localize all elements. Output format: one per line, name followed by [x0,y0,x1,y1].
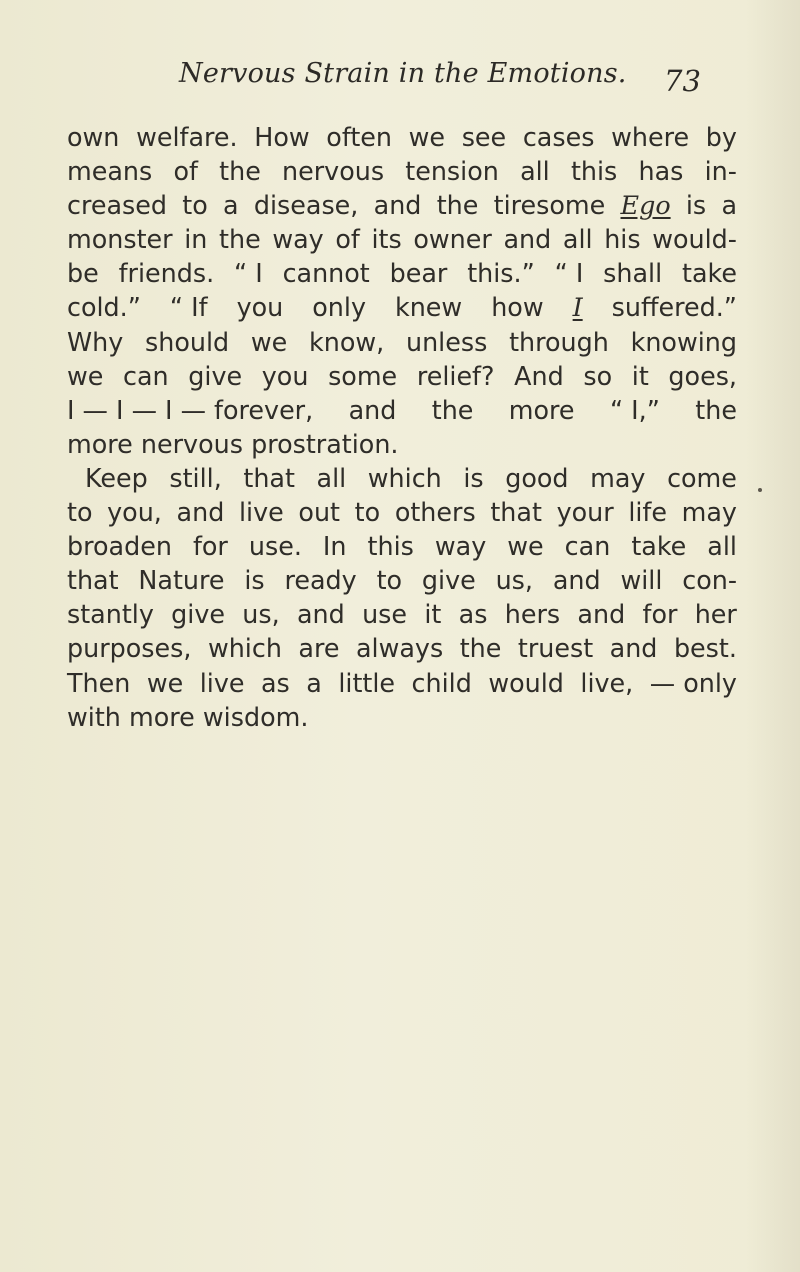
word: the [219,156,261,187]
word: in- [704,156,737,187]
word: often [326,122,392,152]
word: all [316,462,347,493]
text-line [67,529,737,563]
word: all [707,531,737,562]
word: and [176,497,225,528]
word: which [367,462,442,493]
word: as [458,599,488,630]
word: welfare. [136,122,238,152]
word: through [509,326,609,357]
running-head: Nervous Strain in the Emotions. [179,58,627,89]
word: it [424,599,442,630]
word: disease, [253,190,359,221]
word: unless [405,326,488,357]
word: this.” [467,258,535,289]
body-text [67,120,737,734]
word: — only [649,667,737,698]
text-line [67,325,737,359]
word: and [297,599,345,630]
text-line [67,359,737,393]
text-line [67,700,737,734]
word: should [145,326,230,357]
word: a [223,190,239,221]
word: of [335,224,360,255]
word: us, [495,565,533,596]
word: his [604,224,641,255]
word: cold.” [67,292,141,323]
word: the [436,190,479,221]
word: it [631,360,649,391]
word: hers [504,599,561,630]
word: is [244,565,265,596]
word: we [507,531,544,562]
word: to [182,190,208,221]
word: as [260,667,290,698]
word: your [556,497,614,528]
word: come [667,462,737,493]
word: out [298,497,340,528]
word: may [681,497,737,528]
word: is [685,190,707,221]
word: child [411,667,472,698]
word: we [146,667,184,698]
word: Why [67,326,124,357]
word: we [250,326,288,357]
text-line [67,666,737,700]
word: a [306,667,322,698]
word: has [638,156,684,187]
word: Ego [620,190,671,221]
word: good [505,462,569,493]
word: we [408,122,446,152]
page-header [0,58,800,98]
word: owner [413,224,492,255]
word: I [572,292,583,323]
word: in [184,224,208,255]
word: may [590,462,646,493]
text-line [67,222,737,256]
text-line [67,563,737,597]
word: that [243,462,295,493]
word: nervous [140,428,243,459]
word: goes, [668,360,737,391]
word: this [367,531,414,562]
word: tension [405,156,499,187]
word: and [577,599,626,630]
text-line [67,461,737,495]
word: live [238,497,284,528]
word: others [394,497,476,528]
word: purposes, [67,633,192,664]
word: more [67,428,133,459]
word: “ If [169,292,208,323]
word: way [272,224,324,255]
word: “ I [234,258,263,289]
word: can [564,531,611,562]
word: its [371,224,402,255]
word: for [192,531,228,562]
word: way [434,531,487,562]
text-line [67,188,737,222]
word: her [694,599,737,630]
word: so [583,360,613,391]
word: this [570,156,618,187]
text-line [67,495,737,529]
paper-speck [758,488,762,492]
word: use [362,599,408,630]
word: take [631,531,687,562]
text-line [67,154,737,188]
word: the [695,394,737,425]
page-number: 73 [664,64,701,98]
word: is [463,462,484,493]
word: little [338,667,396,698]
word: give [421,565,476,596]
text-line [67,631,737,665]
word: take [682,258,737,289]
word: knowing [630,326,737,357]
word: for [642,599,678,630]
word: you, [107,497,162,528]
word: you [261,360,309,391]
word: all [562,224,593,255]
text-line [67,256,737,290]
word: stantly [67,599,154,630]
word: give [171,599,225,630]
word: and [348,394,397,425]
word: to [354,497,381,528]
text-line [67,427,737,461]
word: that [490,497,542,528]
word: can [123,360,169,391]
word: truest [517,633,594,664]
word: And [514,360,564,391]
word: which [207,633,282,664]
word: where [611,122,690,152]
word: In [322,531,347,562]
word: live [199,667,245,698]
word: us, [242,599,280,630]
word: and [373,190,422,221]
text-line [67,597,737,631]
word: will [620,565,663,596]
word: more [129,701,195,732]
word: would [488,667,564,698]
word: be [67,258,99,289]
word: we [67,360,104,391]
word: means [67,156,153,187]
word: and [552,565,601,596]
word: would- [652,224,737,255]
word: Nature [138,565,225,596]
word: the [219,224,261,255]
word: monster [67,224,173,255]
word: know, [309,326,385,357]
word: to [376,565,403,596]
word: how [491,292,544,323]
word: a [721,190,737,221]
word: How [254,122,310,152]
word: own [67,122,120,152]
word: prostration. [251,428,399,459]
word: only [312,292,366,323]
word: tiresome [493,190,606,221]
word: live, [580,667,634,698]
word: to [67,497,93,528]
word: relief? [416,360,495,391]
word: “ I,” [609,394,660,425]
word: always [355,633,444,664]
word: give [188,360,243,391]
word: the [431,394,474,425]
word: creased [67,190,167,221]
text-line [67,393,737,427]
word: bear [389,258,448,289]
text-line [67,290,737,324]
word: ready [284,565,357,596]
word: Keep [85,462,148,493]
word: wisdom. [202,701,309,732]
word: still, [169,462,222,493]
word: see [461,122,507,152]
word: that [67,565,119,596]
text-line [67,120,737,154]
word: are [298,633,340,664]
word: and [609,633,658,664]
word: best. [673,633,737,664]
word: all [520,156,550,187]
word: shall [603,258,663,289]
word: by [705,122,737,152]
word: of [173,156,198,187]
word: you [236,292,284,323]
word: some [328,360,398,391]
word: Then [67,667,131,698]
word: knew [395,292,463,323]
page-edge-shadow [745,0,800,1272]
word: I — I — I — forever, [67,394,314,425]
word: cases [522,122,595,152]
word: more [508,394,575,425]
word: the [459,633,502,664]
word: life [628,497,667,528]
word: and [503,224,552,255]
word: con- [682,565,737,596]
word: friends. [118,258,215,289]
word: use. [248,531,302,562]
word: cannot [282,258,370,289]
word: suffered.” [611,292,737,323]
word: nervous [282,156,385,187]
word: with [67,701,121,732]
word: “ I [554,258,584,289]
word: broaden [67,531,172,562]
